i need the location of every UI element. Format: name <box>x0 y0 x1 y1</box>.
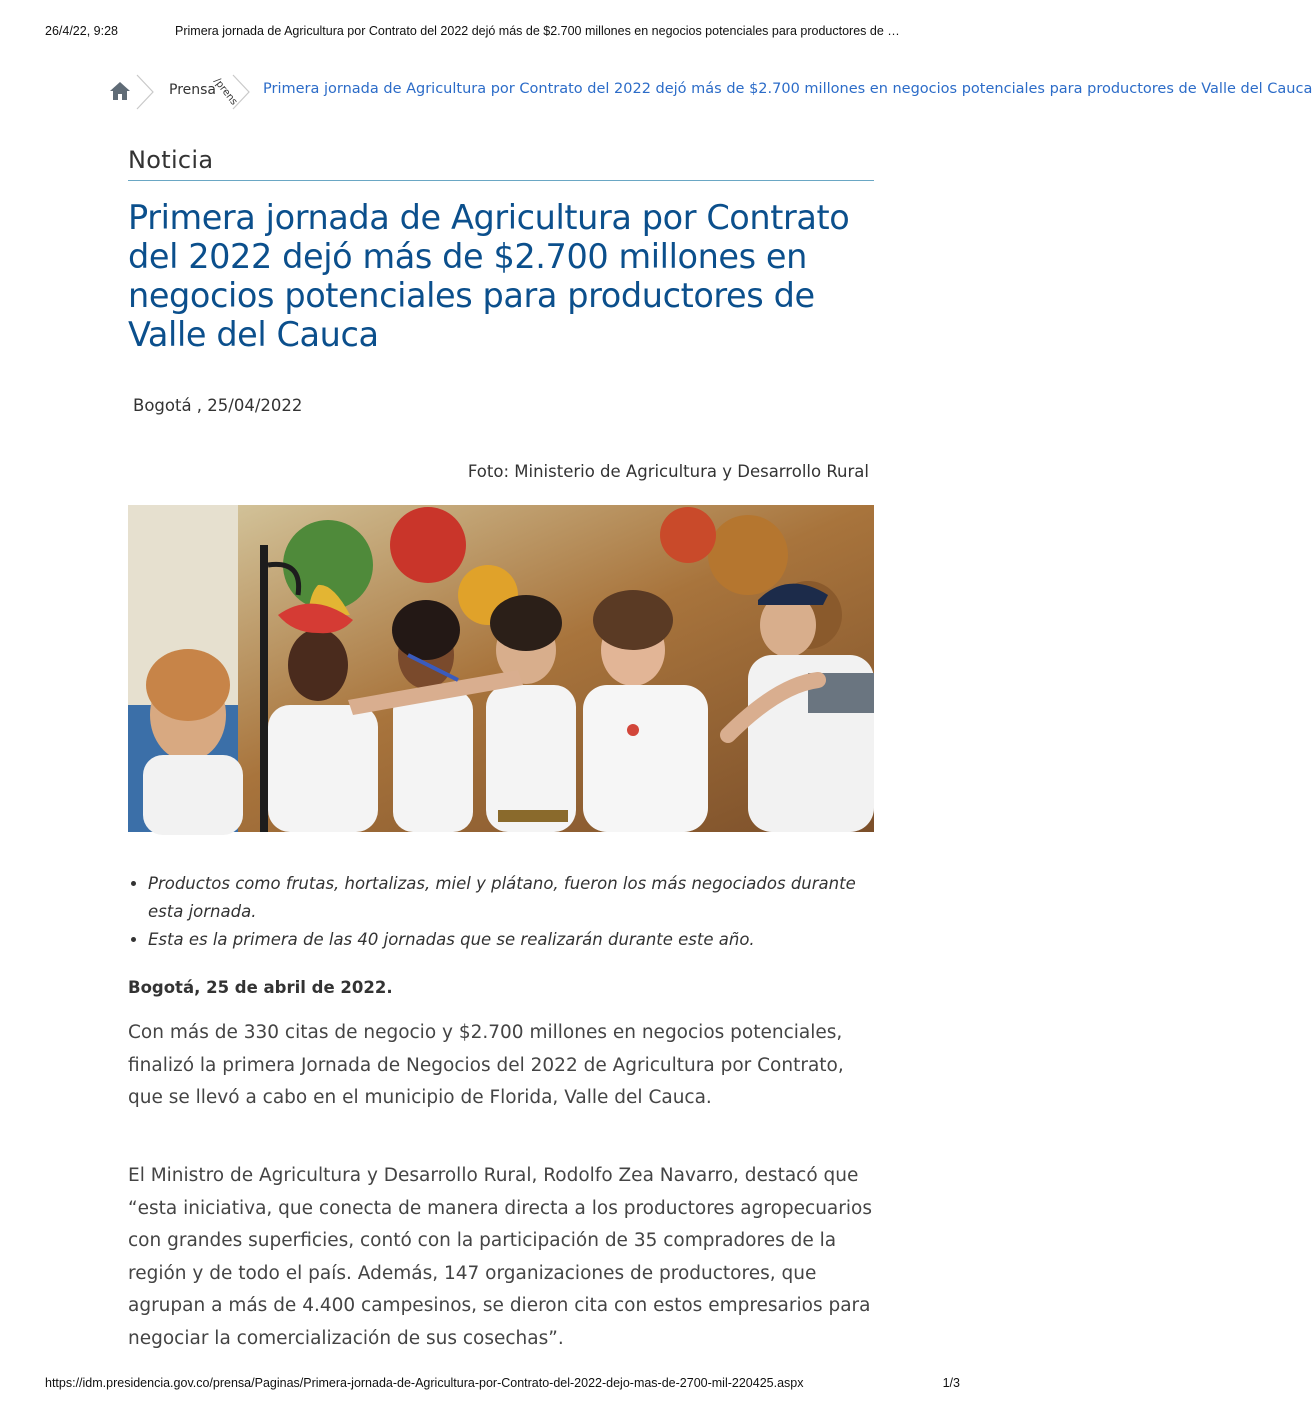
article-dateline: Bogotá , 25/04/2022 <box>133 396 303 415</box>
print-header <box>45 24 960 42</box>
breadcrumb-separator-icon <box>136 74 154 110</box>
article-lead: Bogotá, 25 de abril de 2022. <box>128 978 393 997</box>
section-label: Noticia <box>128 146 874 181</box>
print-datetime: 26/4/22, 9:28 <box>45 24 118 38</box>
home-icon[interactable] <box>108 80 132 102</box>
print-url: https://idm.presidencia.gov.co/prensa/Paginas/Primera-jornada-de-Agricultura-por-Contrato-del-2022-dejo-mas-de-2700-mil-220425.aspx <box>45 1376 804 1390</box>
article-paragraph: Con más de 330 citas de negocio y $2.700 millones en negocios potenciales, finalizó la primera Jornada de Negocios del 2022 de Agricultura por Contrato, que se llevó a cabo en el municipio de Florida, Valle del Cauca. <box>128 1022 844 1108</box>
print-footer <box>45 1376 960 1394</box>
breadcrumb <box>108 72 1312 112</box>
summary-bullet: • Productos como frutas, hortalizas, miel y plátano, fueron los más negociados durante esta jornada. <box>148 870 894 926</box>
print-page-title: Primera jornada de Agricultura por Contrato del 2022 dejó más de $2.700 millones en negocios potenciales para productores de … <box>175 24 900 38</box>
article-paragraph: El Ministro de Agricultura y Desarrollo Rural, Rodolfo Zea Navarro, destacó que “esta iniciativa, que conecta de manera directa a los productores agropecuarios con grandes superficies, contó con la participación de 35 compradores de la región y de todo el país. Además, 147 organizaciones de productores, que agrupan a más de 4.400 campesinos, se dieron cita con estos empresarios para negociar la comercialización de sus cosechas”. <box>128 1165 872 1349</box>
breadcrumb-item-prensa[interactable]: Prensa <box>169 82 217 98</box>
breadcrumb-current-page[interactable]: Primera jornada de Agricultura por Contrato del 2022 dejó más de $2.700 millones en negocios potenciales para productores de Valle del Cauca <box>263 81 1312 97</box>
breadcrumb-separator-icon <box>232 74 250 110</box>
summary-bullet: • Esta es la primera de las 40 jornadas que se realizarán durante este año. <box>148 926 894 954</box>
summary-bullet-list <box>128 870 894 954</box>
article-photo <box>128 505 874 832</box>
article-title: Primera jornada de Agricultura por Contrato del 2022 dejó más de $2.700 millones en negocios potenciales para productores de Valle del Cauca <box>128 198 850 354</box>
photo-credit: Foto: Ministerio de Agricultura y Desarrollo Rural <box>467 462 869 481</box>
page-number: 1/3 <box>942 1376 960 1390</box>
breadcrumb-overflow-text: /prens <box>211 76 240 108</box>
